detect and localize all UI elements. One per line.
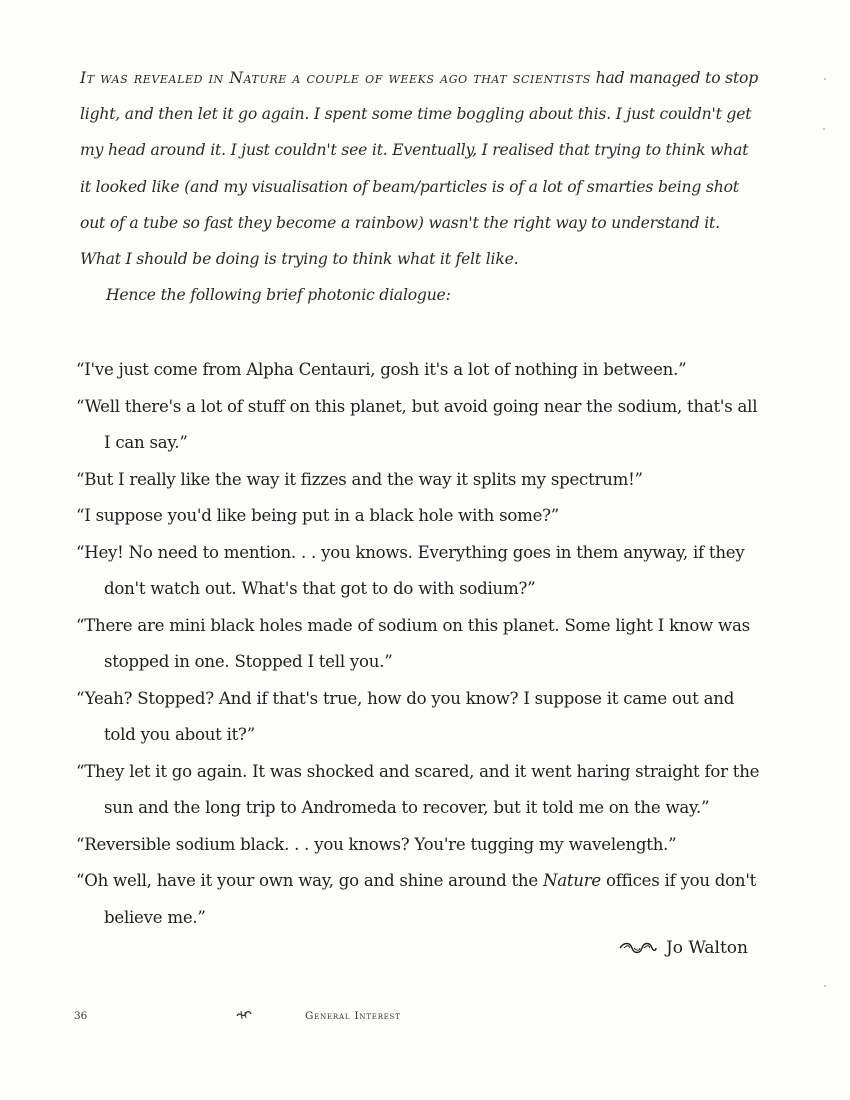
- last-line-italic: Nature: [542, 871, 601, 890]
- intro-lead-nature: Nature: [229, 69, 287, 87]
- dialogue-line: “But I really like the way it fizzes and the way it splits my spectrum!”: [76, 469, 643, 489]
- scan-speck: [823, 128, 825, 130]
- last-line-before: “Oh well, have it your own way, go and shine around the: [76, 871, 543, 890]
- scan-speck: [824, 985, 826, 987]
- flourish-icon: [618, 941, 658, 955]
- intro-body: had managed to stop light, and then let it go again. I spent some time boggling about this. I just couldn't get my head around it. I just couldn't see it. Eventually, I realised that trying to think what it looked like (and my visualisation of beam/particles is of a lot of smarties being shot out of a tube so fast they become a rainbow) wasn't the right way to understand it. What I should be doing is trying to think what it felt like.: [80, 69, 758, 269]
- intro-first-paragraph: [80, 60, 760, 277]
- dialogue: [76, 352, 760, 936]
- intro-lead-smallcaps: It was revealed in: [80, 69, 230, 87]
- dialogue-line: “They let it go again. It was shocked and scared, and it went haring straight for the sun and the long trip to Andromeda to recover, but it told me on the way.”: [76, 761, 760, 817]
- scan-speck: [824, 78, 826, 80]
- dialogue-last-line: [76, 863, 760, 936]
- page-number: 36: [74, 1010, 88, 1022]
- intro-second-paragraph: Hence the following brief photonic dialogue:: [106, 286, 451, 305]
- dialogue-line: “Well there's a lot of stuff on this planet, but avoid going near the sodium, that's all I can say.”: [76, 396, 758, 452]
- dialogue-line: “Hey! No need to mention. . . you knows. Everything goes in them anyway, if they don't watch out. What's that got to do with sodium?”: [76, 542, 745, 598]
- dialogue-line: “Yeah? Stopped? And if that's true, how do you know? I suppose it came out and told you about it?”: [76, 688, 735, 744]
- signature: [618, 938, 748, 958]
- intro-paragraph: [80, 60, 760, 313]
- fleuron-icon: [234, 1008, 254, 1022]
- section-title: General Interest: [305, 1010, 401, 1022]
- intro-lead-rest: a couple of weeks ago that scientists: [286, 69, 591, 87]
- last-line-after: offices if you don't believe me.”: [104, 871, 757, 927]
- author-name: Jo Walton: [665, 938, 748, 958]
- dialogue-line: “I've just come from Alpha Centauri, gosh it's a lot of nothing in between.”: [76, 360, 687, 379]
- dialogue-line: “There are mini black holes made of sodium on this planet. Some light I know was stopped in one. Stopped I tell you.”: [76, 615, 750, 671]
- page-footer: [74, 1010, 474, 1030]
- dialogue-line: “Reversible sodium black. . . you knows? You're tugging my wavelength.”: [76, 834, 677, 854]
- dialogue-line: “I suppose you'd like being put in a black hole with some?”: [76, 506, 560, 525]
